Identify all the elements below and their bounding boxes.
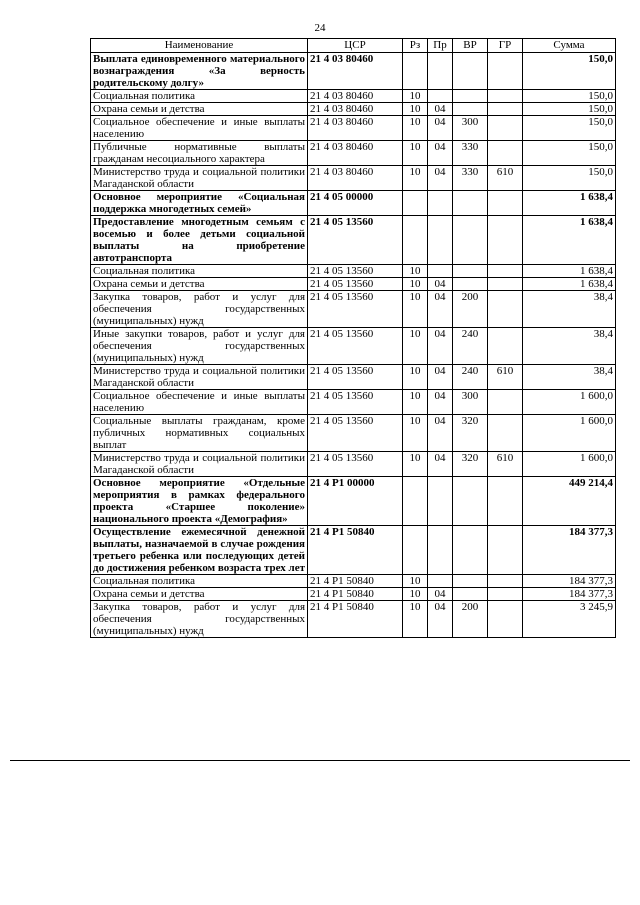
table-header-row [91, 39, 616, 53]
row-vr [453, 477, 488, 526]
row-sum: 38,4 [523, 291, 616, 328]
row-gr [488, 291, 523, 328]
row-sum: 1 638,4 [523, 216, 616, 265]
row-sum: 150,0 [523, 103, 616, 116]
row-vr [453, 103, 488, 116]
row-name: Иные закупки товаров, работ и услуг для обеспечения государственных (муниципальных) нужд [91, 328, 308, 365]
row-gr [488, 141, 523, 166]
row-sum: 150,0 [523, 53, 616, 90]
row-rz: 10 [403, 415, 428, 452]
row-vr: 240 [453, 365, 488, 390]
table-row [91, 53, 616, 90]
row-pr [428, 53, 453, 90]
row-vr: 300 [453, 116, 488, 141]
row-csr: 21 4 05 13560 [308, 390, 403, 415]
row-csr: 21 4 05 13560 [308, 278, 403, 291]
row-pr: 04 [428, 103, 453, 116]
row-vr [453, 216, 488, 265]
row-pr [428, 90, 453, 103]
header-rz: Рз [403, 39, 428, 53]
row-rz: 10 [403, 588, 428, 601]
table-row [91, 526, 616, 575]
row-gr [488, 390, 523, 415]
row-csr: 21 4 P1 50840 [308, 575, 403, 588]
row-name: Социальное обеспечение и иные выплаты населению [91, 390, 308, 415]
row-pr: 04 [428, 588, 453, 601]
row-sum: 1 638,4 [523, 191, 616, 216]
row-pr: 04 [428, 415, 453, 452]
row-vr [453, 278, 488, 291]
row-name: Социальная политика [91, 575, 308, 588]
row-pr: 04 [428, 278, 453, 291]
row-pr [428, 477, 453, 526]
row-csr: 21 4 P1 50840 [308, 601, 403, 638]
row-gr [488, 265, 523, 278]
row-vr: 240 [453, 328, 488, 365]
row-gr [488, 575, 523, 588]
table-row [91, 216, 616, 265]
row-csr: 21 4 05 13560 [308, 291, 403, 328]
row-gr [488, 588, 523, 601]
row-pr [428, 216, 453, 265]
row-rz: 10 [403, 116, 428, 141]
row-csr: 21 4 P1 50840 [308, 588, 403, 601]
row-pr: 04 [428, 390, 453, 415]
page-number: 24 [314, 22, 326, 34]
row-vr [453, 191, 488, 216]
row-gr [488, 601, 523, 638]
header-name: Наименование [91, 39, 308, 53]
row-name: Министерство труда и социальной политики Магаданской области [91, 166, 308, 191]
row-name: Предоставление многодетным семьям с восемью и более детьми социальной выплаты на приобретение автотранспорта [91, 216, 308, 265]
row-name: Охрана семьи и детства [91, 278, 308, 291]
row-csr: 21 4 03 80460 [308, 53, 403, 90]
row-sum: 38,4 [523, 328, 616, 365]
table-row [91, 166, 616, 191]
row-pr: 04 [428, 328, 453, 365]
row-vr [453, 575, 488, 588]
row-pr [428, 265, 453, 278]
row-sum: 1 638,4 [523, 278, 616, 291]
row-sum: 1 638,4 [523, 265, 616, 278]
row-rz: 10 [403, 103, 428, 116]
row-rz: 10 [403, 278, 428, 291]
row-vr [453, 265, 488, 278]
table-row [91, 588, 616, 601]
row-pr: 04 [428, 116, 453, 141]
row-vr: 320 [453, 415, 488, 452]
row-name: Закупка товаров, работ и услуг для обеспечения государственных (муниципальных) нужд [91, 601, 308, 638]
table-row [91, 291, 616, 328]
row-pr: 04 [428, 452, 453, 477]
row-name: Охрана семьи и детства [91, 588, 308, 601]
row-gr [488, 116, 523, 141]
table-row [91, 278, 616, 291]
row-gr [488, 90, 523, 103]
row-csr: 21 4 03 80460 [308, 166, 403, 191]
budget-table [90, 38, 616, 638]
row-csr: 21 4 03 80460 [308, 116, 403, 141]
row-name: Социальное обеспечение и иные выплаты населению [91, 116, 308, 141]
row-vr [453, 90, 488, 103]
row-sum: 150,0 [523, 116, 616, 141]
table-row [91, 452, 616, 477]
row-sum: 150,0 [523, 90, 616, 103]
row-gr [488, 526, 523, 575]
row-rz: 10 [403, 166, 428, 191]
table-row [91, 390, 616, 415]
row-csr: 21 4 03 80460 [308, 103, 403, 116]
row-rz [403, 526, 428, 575]
row-vr: 320 [453, 452, 488, 477]
row-vr [453, 526, 488, 575]
row-rz: 10 [403, 265, 428, 278]
row-rz: 10 [403, 291, 428, 328]
row-csr: 21 4 03 80460 [308, 90, 403, 103]
row-sum: 3 245,9 [523, 601, 616, 638]
row-rz [403, 53, 428, 90]
row-gr [488, 328, 523, 365]
row-gr [488, 477, 523, 526]
row-sum: 38,4 [523, 365, 616, 390]
table-row [91, 191, 616, 216]
row-csr: 21 4 P1 00000 [308, 477, 403, 526]
row-sum: 150,0 [523, 141, 616, 166]
row-pr [428, 526, 453, 575]
row-sum: 449 214,4 [523, 477, 616, 526]
row-name: Выплата единовременного материального вознаграждения «За верность родительскому долгу» [91, 53, 308, 90]
row-rz [403, 191, 428, 216]
table-row [91, 116, 616, 141]
row-name: Осуществление ежемесячной денежной выплаты, назначаемой в случае рождения третьего ребенка или последующих детей до достижения ребенком возраста трех лет [91, 526, 308, 575]
row-gr: 610 [488, 365, 523, 390]
row-gr [488, 191, 523, 216]
row-name: Публичные нормативные выплаты гражданам несоциального характера [91, 141, 308, 166]
row-gr: 610 [488, 452, 523, 477]
table-row [91, 328, 616, 365]
row-csr: 21 4 05 13560 [308, 415, 403, 452]
row-pr: 04 [428, 166, 453, 191]
row-rz: 10 [403, 365, 428, 390]
row-name: Основное мероприятие «Социальная поддержка многодетных семей» [91, 191, 308, 216]
row-gr [488, 415, 523, 452]
row-name: Социальная политика [91, 265, 308, 278]
row-gr [488, 53, 523, 90]
table-row [91, 575, 616, 588]
table-body [91, 53, 616, 638]
row-sum: 150,0 [523, 166, 616, 191]
header-sum: Сумма [523, 39, 616, 53]
row-vr [453, 53, 488, 90]
row-gr [488, 216, 523, 265]
header-csr: ЦСР [308, 39, 403, 53]
row-pr: 04 [428, 601, 453, 638]
row-gr [488, 278, 523, 291]
row-vr [453, 588, 488, 601]
row-rz: 10 [403, 575, 428, 588]
row-rz: 10 [403, 601, 428, 638]
row-name: Охрана семьи и детства [91, 103, 308, 116]
row-sum: 1 600,0 [523, 452, 616, 477]
table-row [91, 365, 616, 390]
row-vr: 300 [453, 390, 488, 415]
row-name: Закупка товаров, работ и услуг для обеспечения государственных (муниципальных) нужд [91, 291, 308, 328]
row-sum: 184 377,3 [523, 526, 616, 575]
row-rz: 10 [403, 90, 428, 103]
table-row [91, 265, 616, 278]
row-csr: 21 4 05 13560 [308, 328, 403, 365]
table-row [91, 103, 616, 116]
table-row [91, 601, 616, 638]
row-gr: 610 [488, 166, 523, 191]
row-rz: 10 [403, 390, 428, 415]
row-pr: 04 [428, 365, 453, 390]
table-row [91, 141, 616, 166]
row-name: Министерство труда и социальной политики Магаданской области [91, 452, 308, 477]
row-rz: 10 [403, 141, 428, 166]
row-name: Социальные выплаты гражданам, кроме публичных нормативных социальных выплат [91, 415, 308, 452]
row-csr: 21 4 05 13560 [308, 265, 403, 278]
row-csr: 21 4 05 13560 [308, 452, 403, 477]
row-sum: 1 600,0 [523, 390, 616, 415]
row-pr: 04 [428, 141, 453, 166]
row-sum: 184 377,3 [523, 588, 616, 601]
row-pr [428, 575, 453, 588]
table-row [91, 90, 616, 103]
row-csr: 21 4 05 13560 [308, 365, 403, 390]
row-sum: 1 600,0 [523, 415, 616, 452]
row-csr: 21 4 03 80460 [308, 141, 403, 166]
row-name: Министерство труда и социальной политики Магаданской области [91, 365, 308, 390]
row-rz: 10 [403, 452, 428, 477]
row-rz [403, 477, 428, 526]
row-vr: 200 [453, 291, 488, 328]
row-csr: 21 4 05 00000 [308, 191, 403, 216]
row-vr: 200 [453, 601, 488, 638]
row-rz [403, 216, 428, 265]
row-name: Социальная политика [91, 90, 308, 103]
header-pr: Пр [428, 39, 453, 53]
header-gr: ГР [488, 39, 523, 53]
row-sum: 184 377,3 [523, 575, 616, 588]
row-rz: 10 [403, 328, 428, 365]
table-row [91, 415, 616, 452]
table-row [91, 477, 616, 526]
footer-divider [10, 760, 630, 761]
row-pr [428, 191, 453, 216]
row-vr: 330 [453, 166, 488, 191]
row-vr: 330 [453, 141, 488, 166]
header-vr: ВР [453, 39, 488, 53]
row-name: Основное мероприятие «Отдельные мероприятия в рамках федерального проекта «Старшее поколение» национального проекта «Демография» [91, 477, 308, 526]
row-gr [488, 103, 523, 116]
row-csr: 21 4 P1 50840 [308, 526, 403, 575]
row-pr: 04 [428, 291, 453, 328]
row-csr: 21 4 05 13560 [308, 216, 403, 265]
